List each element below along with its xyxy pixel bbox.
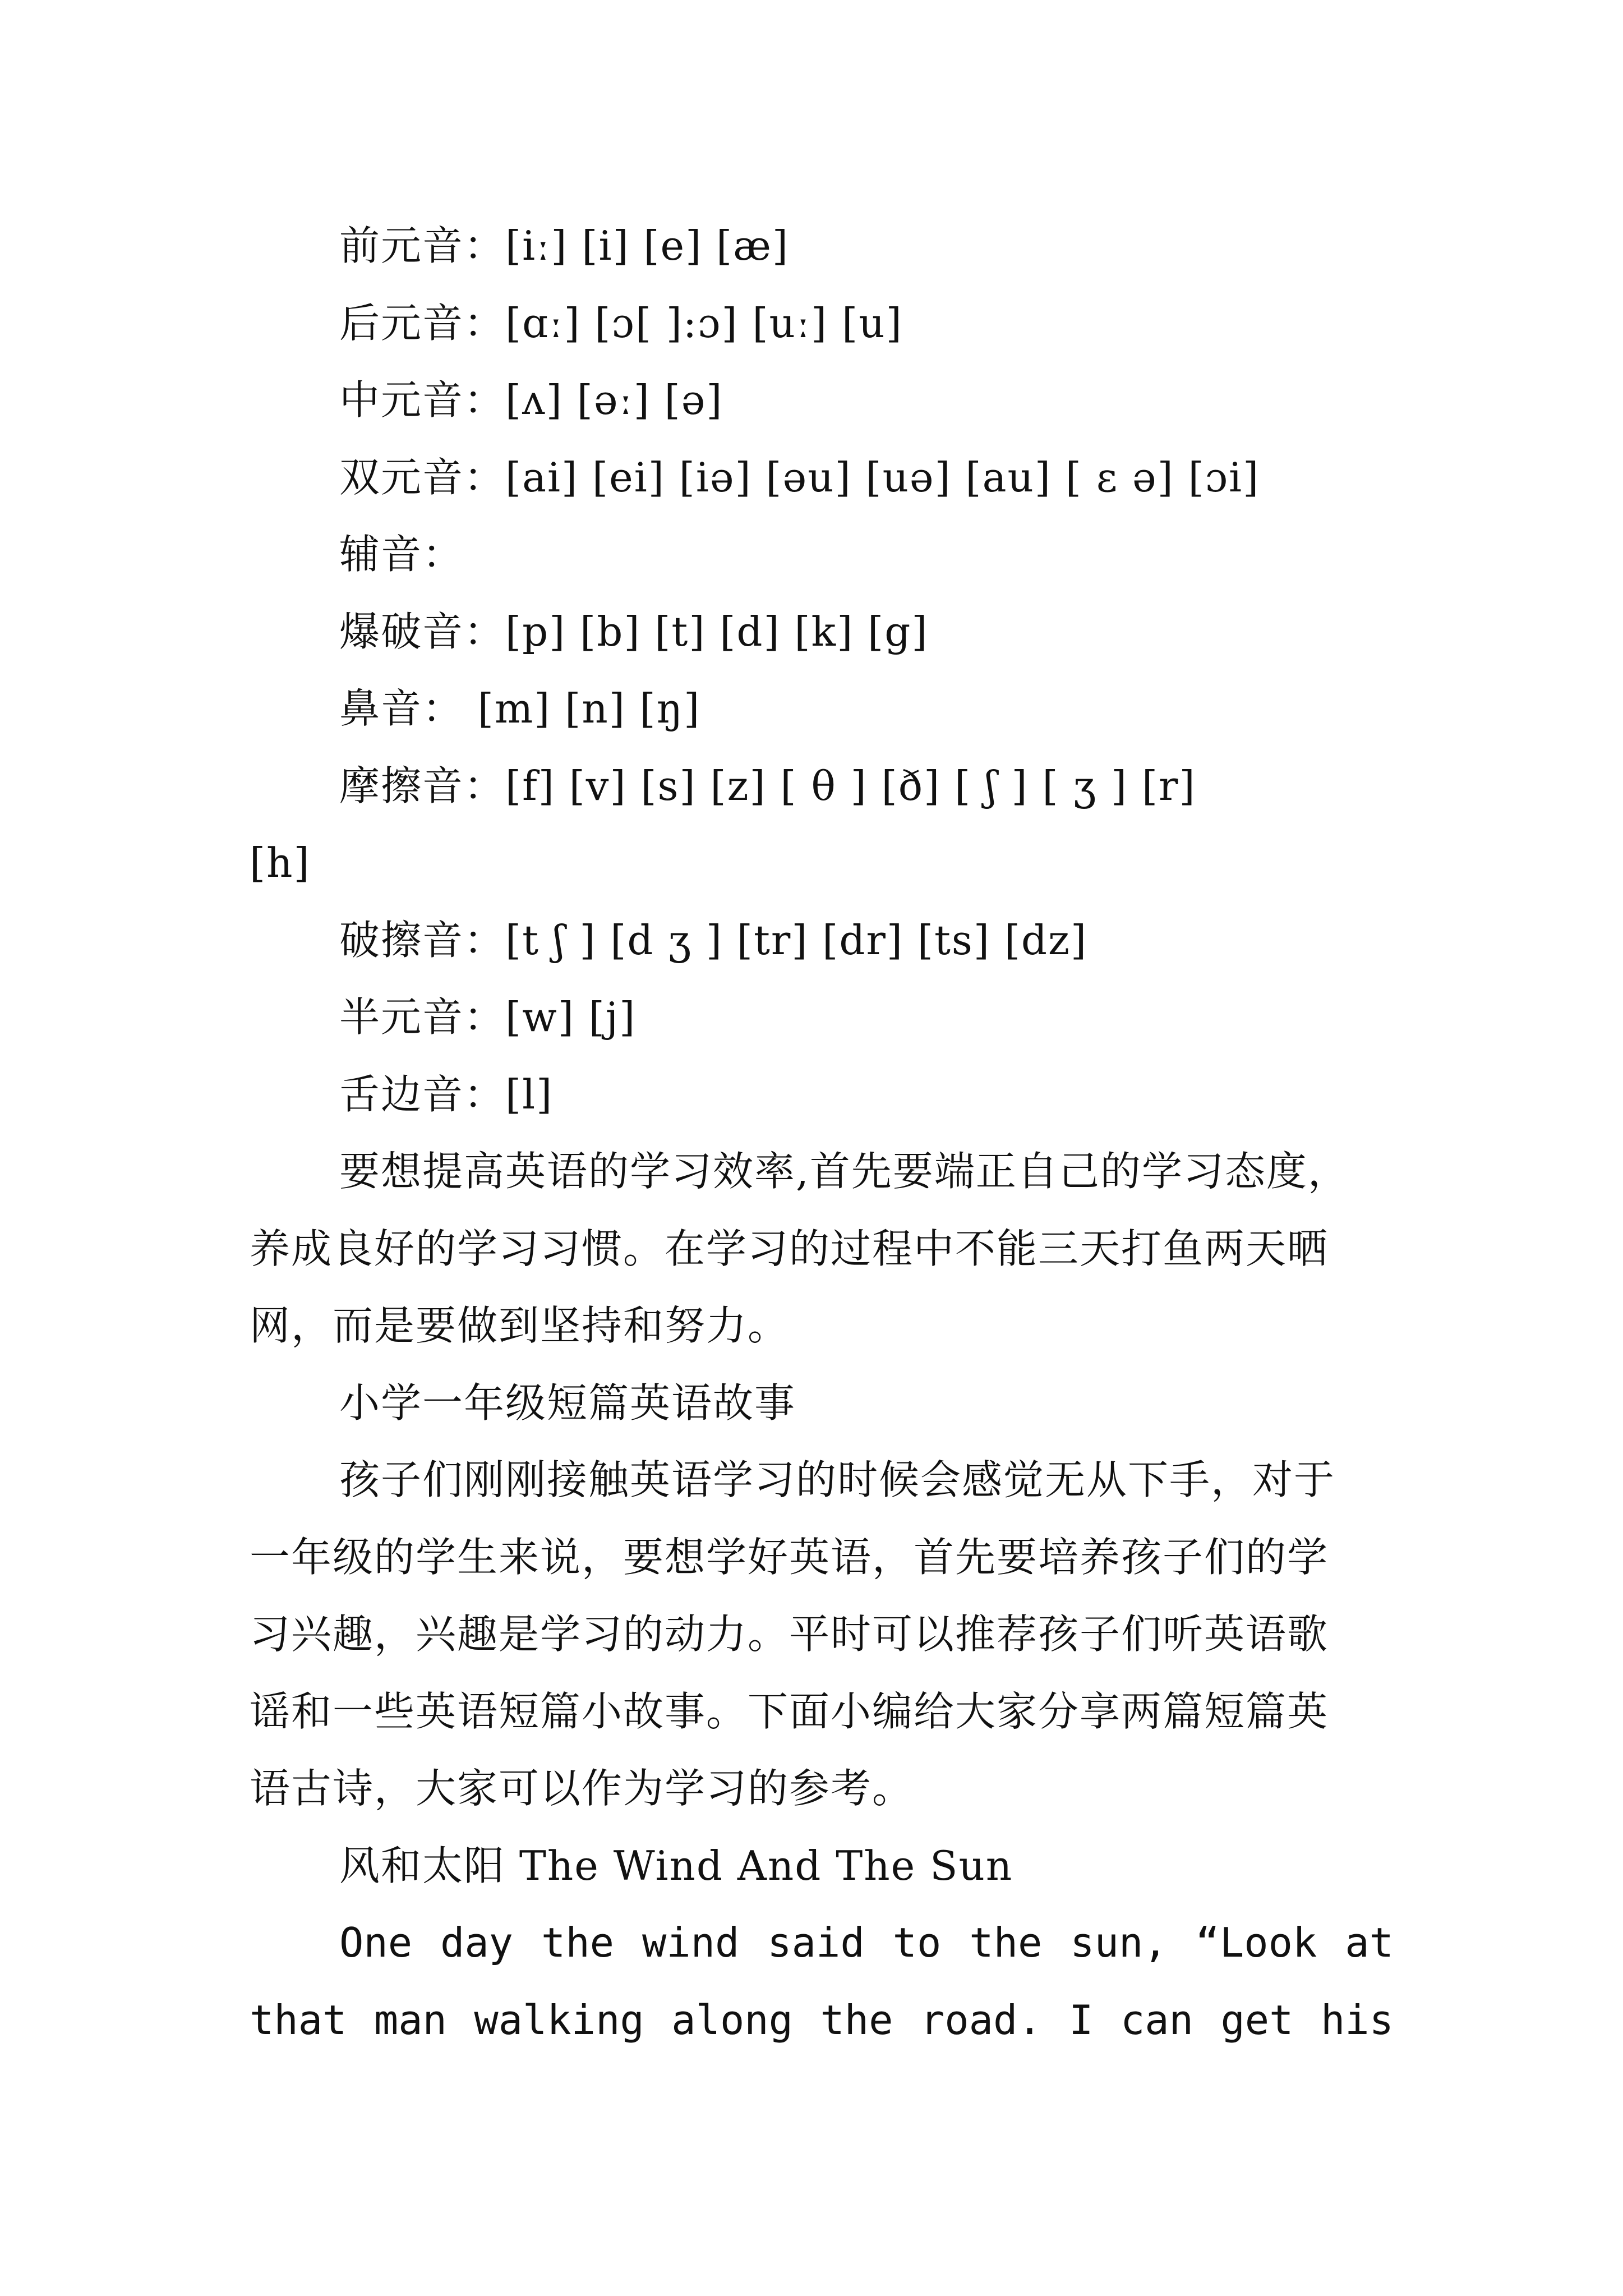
paragraph-line: 孩子们刚刚接触英语学习的时候会感觉无从下手，对于 bbox=[339, 1456, 1336, 1503]
section-heading: 小学一年级短篇英语故事 bbox=[339, 1379, 796, 1427]
paragraph-line: 要想提高英语的学习效率,首先要端正自己的学习态度， bbox=[339, 1148, 1349, 1195]
paragraph-line: 语古诗，大家可以作为学习的参考。 bbox=[250, 1765, 914, 1812]
consonants-heading: 辅音： bbox=[339, 531, 464, 578]
fricatives-line: 摩擦音：[f] [v] [s] [z] [ θ ] [ð] [ ʃ ] [ ʒ ] [r] bbox=[339, 762, 1196, 809]
front-vowels-line: 前元音：[iː] [i] [e] [æ] bbox=[339, 222, 789, 269]
diphthongs-line: 双元音：[ai] [ei] [iə] [əu] [uə] [au] [ ɛ ə] [ɔi] bbox=[339, 453, 1260, 501]
document-page bbox=[250, 208, 1394, 2059]
affricates-line: 破擦音：[t ʃ ] [d ʒ ] [tr] [dr] [ts] [dz] bbox=[339, 916, 1088, 964]
paragraph-line: 一年级的学生来说，要想学好英语，首先要培养孩子们的学 bbox=[250, 1533, 1329, 1581]
nasals-line: 鼻音： [m] [n] [ŋ] bbox=[339, 685, 701, 732]
plosives-line: 爆破音：[p] [b] [t] [d] [k] [g] bbox=[339, 608, 929, 655]
semivowels-line: 半元音：[w] [j] bbox=[339, 993, 637, 1041]
story-text-line: One day the wind said to the sun, “Look at bbox=[339, 1919, 1394, 1966]
paragraph-line: 习兴趣，兴趣是学习的动力。平时可以推荐孩子们听英语歌 bbox=[250, 1611, 1329, 1658]
back-vowels-line: 后元音：[ɑː] [ɔ[ ]:ɔ] [uː] [u] bbox=[339, 299, 903, 347]
paragraph-line: 养成良好的学习习惯。在学习的过程中不能三天打鱼两天晒 bbox=[250, 1225, 1329, 1272]
central-vowels-line: 中元音：[ʌ] [əː] [ə] bbox=[339, 376, 723, 424]
fricatives-line-continued: [h] bbox=[250, 839, 311, 886]
lateral-line: 舌边音：[l] bbox=[339, 1070, 554, 1118]
story-text-line: that man walking along the road. I can get his bbox=[250, 1996, 1394, 2044]
paragraph-line: 谣和一些英语短篇小故事。下面小编给大家分享两篇短篇英 bbox=[250, 1687, 1329, 1735]
story-title: 风和太阳 The Wind And The Sun bbox=[339, 1842, 1013, 1889]
paragraph-line: 网，而是要做到坚持和努力。 bbox=[250, 1302, 790, 1349]
